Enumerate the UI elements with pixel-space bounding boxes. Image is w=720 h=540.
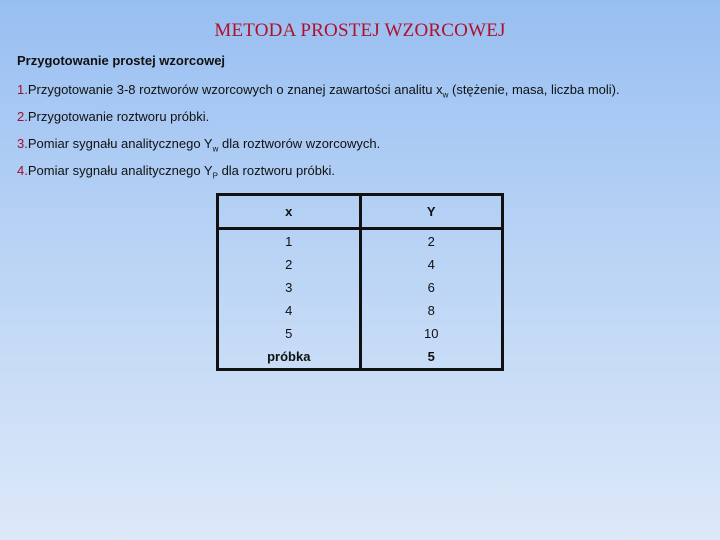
header-y: Y	[360, 195, 503, 229]
item-number: 4.	[17, 163, 28, 178]
list-item	[17, 82, 620, 100]
list-item	[17, 109, 209, 124]
list-item	[17, 163, 335, 181]
item-text: Przygotowanie roztworu próbki.	[27, 109, 210, 124]
item-number: 1.	[17, 82, 28, 97]
item-subscript: P	[212, 171, 218, 181]
cell-y: 5	[427, 349, 435, 364]
cell-x: 1	[218, 229, 361, 254]
item-text-rest: dla roztworu próbki.	[217, 163, 336, 178]
table-row	[218, 253, 503, 276]
item-subscript: w	[442, 90, 449, 100]
item-text: Pomiar sygnału analitycznego Y	[27, 136, 213, 151]
item-subscript: w	[212, 144, 219, 154]
cell-x: próbka	[218, 345, 361, 370]
list-item	[17, 136, 380, 154]
cell-y: 6	[427, 280, 435, 295]
data-table	[216, 193, 504, 371]
item-text-rest: dla roztworów wzorcowych.	[218, 136, 381, 151]
item-text: Pomiar sygnału analitycznego Y	[27, 163, 213, 178]
section-heading: Przygotowanie prostej wzorcowej	[17, 53, 226, 68]
cell-y: 10	[424, 326, 439, 341]
table-header-row	[218, 195, 503, 229]
cell-x: 5	[218, 322, 361, 345]
table-row	[218, 322, 503, 345]
item-text-rest: (stężenie, masa, liczba moli).	[448, 82, 620, 97]
slide-title: METODA PROSTEJ WZORCOWEJ	[214, 20, 506, 41]
table-row	[218, 229, 503, 254]
table-row	[218, 299, 503, 322]
item-number: 3.	[17, 136, 28, 151]
cell-x: 2	[218, 253, 361, 276]
cell-y: 8	[427, 303, 435, 318]
sample-row	[218, 345, 503, 370]
cell-y: 2	[427, 234, 435, 249]
cell-x: 4	[218, 299, 361, 322]
item-text: Przygotowanie 3-8 roztworów wzorcowych o znanej zawartości analitu x	[27, 82, 443, 97]
item-number: 2.	[17, 109, 28, 124]
table-row	[218, 276, 503, 299]
cell-y: 4	[427, 257, 435, 272]
header-x: x	[218, 195, 361, 229]
cell-x: 3	[218, 276, 361, 299]
